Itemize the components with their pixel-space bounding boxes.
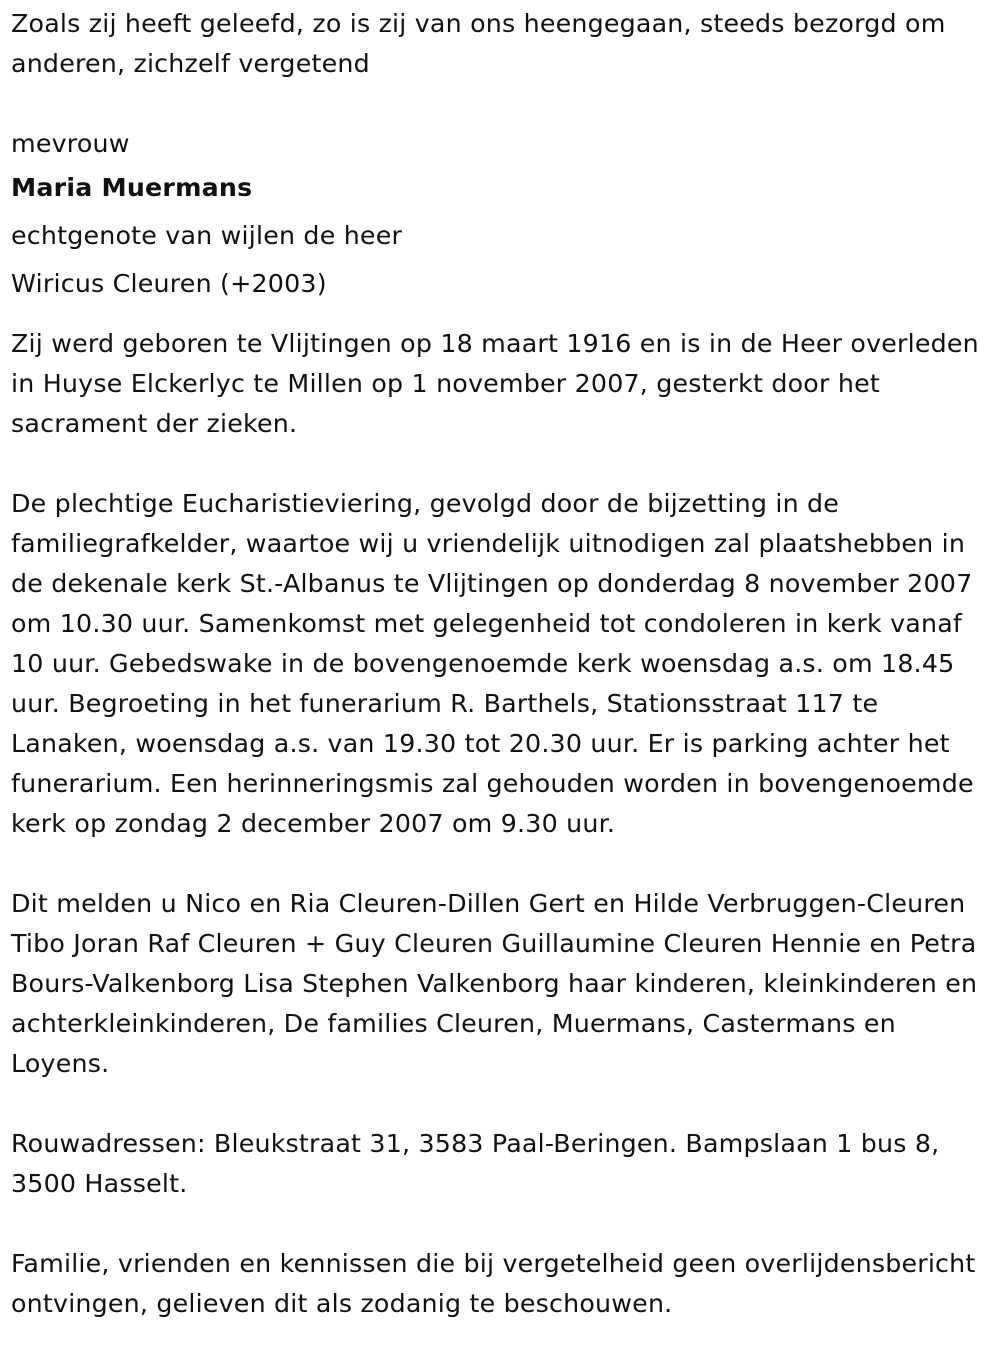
addresses-paragraph: Rouwadressen: Bleukstraat 31, 3583 Paal-Beringen. Bampslaan 1 bus 8, 3500 Hasselt. (11, 1129, 940, 1198)
deceased-name: Maria Muermans (11, 173, 253, 202)
birth-death-paragraph: Zij werd geboren te Vlijtingen op 18 maart 1916 en is in de Heer overleden in Huyse Elckerlyc te Millen op 1 november 2007, gesterkt door het sacrament der zieken. (11, 329, 979, 438)
spouse-name: Wiricus Cleuren (+2003) (11, 269, 327, 298)
motto-text: Zoals zij heeft geleefd, zo is zij van ons heengegaan, steeds bezorgd om anderen, zichzelf vergetend (11, 9, 946, 78)
obituary-notice (11, 4, 996, 1364)
honorific: mevrouw (11, 129, 130, 158)
ceremony-paragraph: De plechtige Eucharistieviering, gevolgd door de bijzetting in de familiegrafkelder, waartoe wij u vriendelijk uitnodigen zal plaatshebben in de dekenale kerk St.-Albanus te Vlijtingen op donderdag 8 november 2007 om 10.30 uur. Samenkomst met gelegenheid tot condoleren in kerk vanaf 10 uur. Gebedswake in de bovengenoemde kerk woensdag a.s. om 18.45 uur. Begroeting in het funerarium R. Barthels, Stationsstraat 117 te Lanaken, woensdag a.s. van 19.30 tot 20.30 uur. Er is parking achter het funerarium. Een herinneringsmis zal gehouden worden in bovengenoemde kerk op zondag 2 december 2007 om 9.30 uur. (11, 489, 974, 838)
deceased-block (11, 124, 996, 308)
family-paragraph: Dit melden u Nico en Ria Cleuren-Dillen Gert en Hilde Verbruggen-Cleuren Tibo Joran Raf Cleuren + Guy Cleuren Guillaumine Cleuren Hennie en Petra Bours-Valkenborg Lisa Stephen Valkenborg haar kinderen, kleinkinderen en achterkleinkinderen, De families Cleuren, Muermans, Castermans en Loyens. (11, 889, 978, 1078)
relation-text: echtgenote van wijlen de heer (11, 221, 403, 250)
closing-paragraph: Familie, vrienden en kennissen die bij vergetelheid geen overlijdensbericht ontvingen, gelieven dit als zodanig te beschouwen. (11, 1249, 976, 1318)
